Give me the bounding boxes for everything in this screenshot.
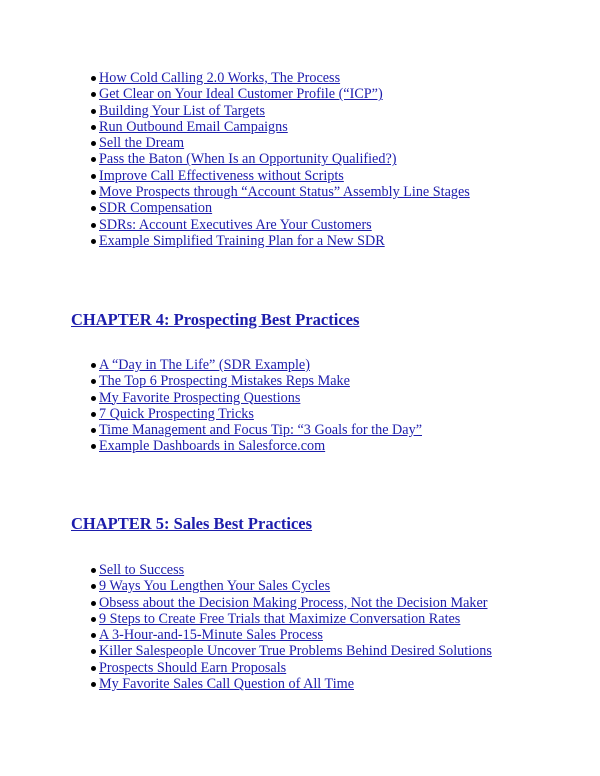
chapter3-toc-list	[99, 70, 470, 249]
toc-list-item	[99, 660, 492, 676]
toc-link[interactable]: My Favorite Sales Call Question of All Time	[99, 676, 354, 693]
toc-list-item	[99, 168, 470, 184]
toc-link[interactable]: 7 Quick Prospecting Tricks	[99, 405, 254, 422]
bullet-icon	[91, 379, 96, 384]
toc-list-item	[99, 643, 492, 659]
chapter4-toc-list	[99, 357, 422, 455]
toc-link[interactable]: A “Day in The Life” (SDR Example)	[99, 357, 310, 373]
bullet-icon	[91, 157, 96, 162]
bullet-icon	[91, 601, 96, 606]
toc-link[interactable]: Obsess about the Decision Making Process, Not the Decision Maker	[99, 594, 488, 611]
toc-list-item	[99, 151, 470, 167]
toc-list-item	[99, 200, 470, 216]
toc-link[interactable]: Improve Call Effectiveness without Scripts	[99, 167, 344, 184]
bullet-icon	[91, 174, 96, 179]
bullet-icon	[91, 76, 96, 81]
toc-link[interactable]: Example Dashboards in Salesforce.com	[99, 438, 326, 455]
toc-link[interactable]: 9 Steps to Create Free Trials that Maximize Conversation Rates	[99, 610, 461, 627]
toc-link[interactable]: Pass the Baton (When Is an Opportunity Qualified?)	[99, 151, 397, 168]
toc-list-item	[99, 103, 470, 119]
toc-link[interactable]: A 3-Hour-and-15-Minute Sales Process	[99, 627, 323, 644]
toc-list-item	[99, 595, 492, 611]
toc-list-item	[99, 390, 422, 406]
toc-list-item	[99, 627, 492, 643]
toc-link[interactable]: Killer Salespeople Uncover True Problems Behind Desired Solutions	[99, 643, 492, 660]
toc-link[interactable]: Run Outbound Email Campaigns	[99, 118, 288, 135]
toc-link[interactable]: Get Clear on Your Ideal Customer Profile (“ICP”)	[99, 86, 383, 103]
bullet-icon	[91, 666, 96, 671]
toc-link[interactable]: My Favorite Prospecting Questions	[99, 389, 301, 406]
bullet-icon	[91, 584, 96, 589]
bullet-icon	[91, 141, 96, 146]
toc-link[interactable]: Move Prospects through “Account Status” Assembly Line Stages	[99, 184, 470, 201]
toc-list-item	[99, 86, 470, 102]
bullet-icon	[91, 109, 96, 114]
bullet-icon	[91, 649, 96, 654]
bullet-icon	[91, 396, 96, 401]
toc-list-item	[99, 611, 492, 627]
toc-link[interactable]: Sell to Success	[99, 562, 185, 578]
toc-link[interactable]: Prospects Should Earn Proposals	[99, 659, 287, 676]
toc-list-item	[99, 676, 492, 692]
toc-list-item	[99, 233, 470, 249]
toc-list-item	[99, 373, 422, 389]
bullet-icon	[91, 412, 96, 417]
toc-link[interactable]: SDRs: Account Executives Are Your Customers	[99, 216, 372, 233]
toc-list-item	[99, 217, 470, 233]
bullet-icon	[91, 190, 96, 195]
toc-list-item	[99, 70, 470, 86]
bullet-icon	[91, 363, 96, 368]
toc-link[interactable]: Time Management and Focus Tip: “3 Goals for the Day”	[99, 422, 422, 439]
toc-link[interactable]: The Top 6 Prospecting Mistakes Reps Make	[99, 373, 350, 390]
toc-list-item	[99, 562, 492, 578]
toc-list-item	[99, 135, 470, 151]
toc-link[interactable]: 9 Ways You Lengthen Your Sales Cycles	[99, 578, 331, 595]
toc-list-item	[99, 438, 422, 454]
bullet-icon	[91, 568, 96, 573]
bullet-icon	[91, 444, 96, 449]
toc-list-item	[99, 578, 492, 594]
bullet-icon	[91, 428, 96, 433]
chapter5-heading	[71, 514, 312, 534]
toc-list-item	[99, 422, 422, 438]
toc-link[interactable]: SDR Compensation	[99, 200, 213, 217]
chapter5-link[interactable]: CHAPTER 5: Sales Best Practices	[71, 514, 313, 533]
bullet-icon	[91, 633, 96, 638]
chapter4-heading	[71, 310, 359, 330]
chapter5-toc-list	[99, 562, 492, 692]
bullet-icon	[91, 125, 96, 130]
bullet-icon	[91, 206, 96, 211]
toc-list-item	[99, 119, 470, 135]
bullet-icon	[91, 223, 96, 228]
chapter4-link[interactable]: CHAPTER 4: Prospecting Best Practices	[71, 310, 360, 329]
toc-link[interactable]: How Cold Calling 2.0 Works, The Process	[99, 70, 341, 86]
toc-list-item	[99, 184, 470, 200]
bullet-icon	[91, 682, 96, 687]
toc-link[interactable]: Building Your List of Targets	[99, 102, 265, 119]
bullet-icon	[91, 617, 96, 622]
bullet-icon	[91, 92, 96, 97]
toc-list-item	[99, 406, 422, 422]
toc-link[interactable]: Example Simplified Training Plan for a New SDR	[99, 232, 385, 249]
toc-link[interactable]: Sell the Dream	[99, 135, 185, 152]
toc-list-item	[99, 357, 422, 373]
bullet-icon	[91, 239, 96, 244]
